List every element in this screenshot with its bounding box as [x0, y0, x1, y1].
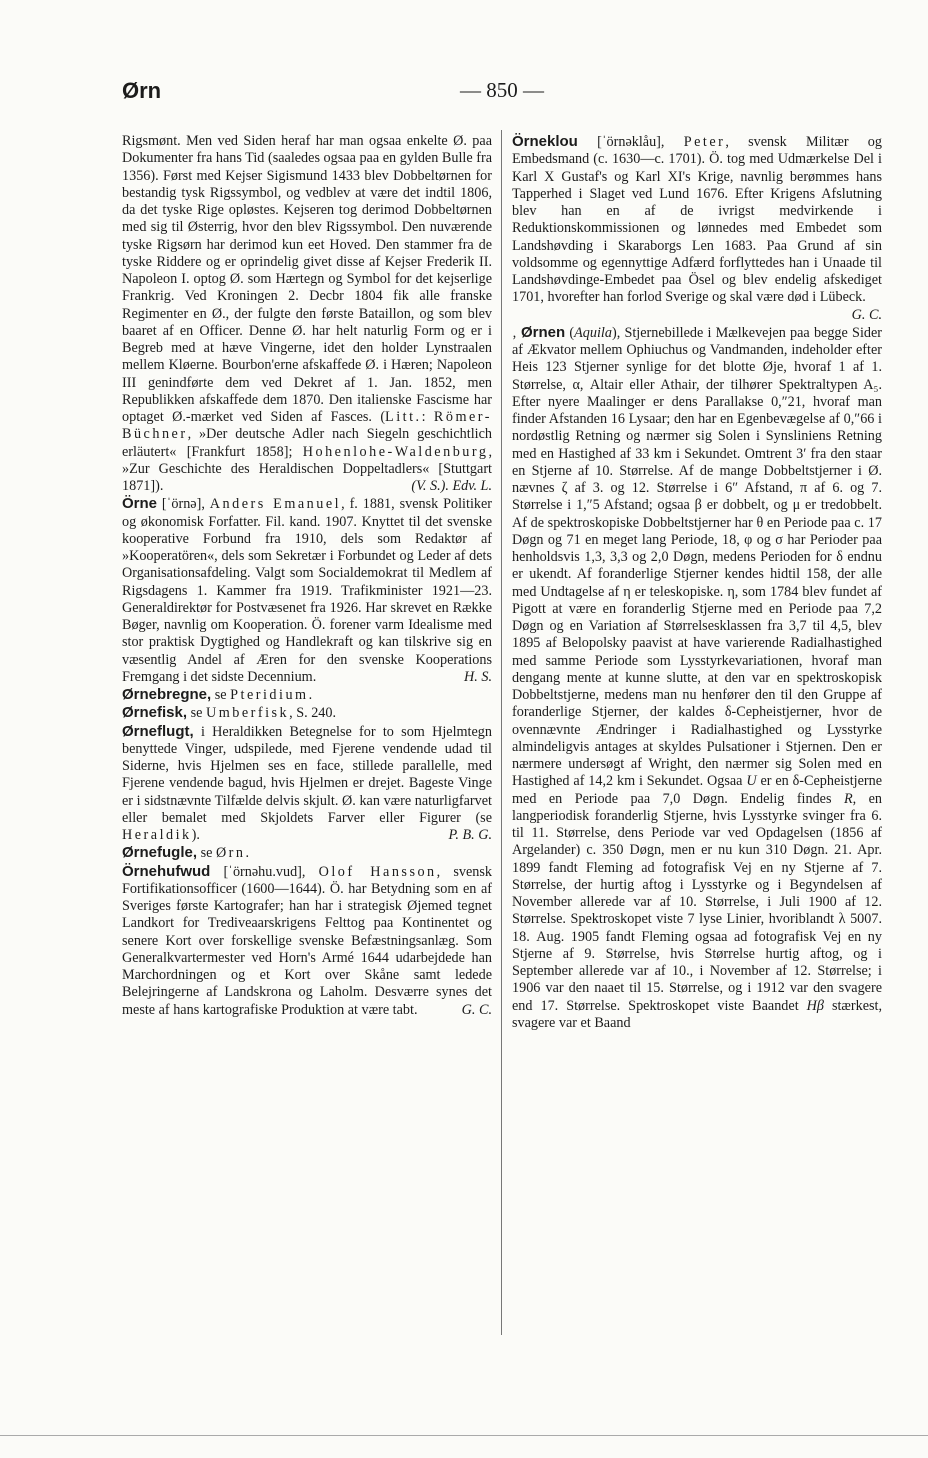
entry-ornefugle: Ørnefugle, se Ørn.	[122, 844, 250, 862]
headword: Örnehufwud	[122, 862, 211, 880]
signature: G. C.	[461, 1001, 492, 1018]
right-column	[512, 133, 882, 1032]
headword: Ørnebregne,	[122, 686, 212, 703]
signature: H. S.	[464, 668, 492, 685]
entry-orne: Örne [ˈörnə], Anders Emanuel, f. 1881, svensk Politiker og økonomisk Forfatter. Fil. kand. 1907. Knyttet til det svenske kooperative Forbund fra 1910, dels som Redaktør af »Kooperatören«, dels som Sekretær i Forbundet og Leder af dets Organisationsafdeling. Valgt som Socialdemokrat til Medlem af Rigsdagens 1. Kammer fra 1919. Trafikminister 1921—23. Generaldirektør for Postvæsenet fra 1926. Har skrevet en Række Bøger, navnlig om Kooperation. Ö. forener varm Idealisme med stor praktisk Dygtighed og Handlekraft og kan tilskrive sig en væsentlig Andel af Æren for den svenske Kooperations Fremgang i det sidste Decennium. H. S.	[122, 495, 492, 685]
headword: Ørnefisk,	[122, 704, 188, 722]
column-divider	[501, 130, 502, 1335]
entry-ornen: ‚ Ørnen (Aquila), Stjernebillede i Mælkevejen paa begge Sider af Ækvator mellem Ophiuchus og Vandmanden, indeholder efter Heis 123 Stjerner synlige for det blotte Øje, hvoraf 1 af 1. Størrelse, α, Altair eller Athair, der tilhører Spektraltypen A₅. Efter nyere Maalinger er dens Parallakse 0,″21, hvoraf man finder Afstanden 16 Lysaar; den har en Egenbevægelse af 0,″66 i nordøstlig Retning og nærmer sig Solen i Synsliniens Retning med en Hastighed af 33 km i Sekundet. Omtrent 3′ fra den staar en Stjerne af 10. Størrelse. Af de mange Dobbeltstjerner i Ø. nævnes ζ af 3. og 12. Størrelse i 6″ Afstand, π af 6. og 7. Størrelse i 1,″5 Afstand; ogsaa β er dobbelt, og μ er tredobbelt. Af de spektroskopiske Dobbeltstjerner har θ en Periode paa c. 17 Døgn og 71 en meget lang Periode, 18, φ og σ har Perioder paa henholdsvis 1,3, 3,3 og 2,0 Døgn, medens Perioden for δ endnu er ukendt. Af foranderlige Stjerner kendes hidtil 158, der alle med Undtagelse af η er teleskopiske. η, som 1784 blev fundet af Pigott at være en foranderlig Stjerne med en Periode paa 7,2 Døgn og en Variation af Størrelsesklassen fra 3,7 til 4,5, blev 1895 af Belopolsky paavist at have varierende Radialhastighed med samme Periode som Lysstyrkevariationen, hvoraf man dengang mente at kunne slutte, at den var en spektroskopisk Dobbeltstjerne, medens man nu henfører den til den Gruppe af foranderlige Stjerner, der kaldes δ-Cepheistjerner, hvor de ovennævnte Ændringer i Radialhastighed og Lysstyrke almindeligvis antages at skyldes Pulsationer i Stjernen. Den er nærmere undersøgt af Wright, den nærmer sig Solen med en Hastighed af 14,2 km i Sekundet. Ogsaa U er en δ-Cepheistjerne med en Periode paa 7,0 Døgn. Endelig findes R, en langperiodisk foranderlig Stjerne, hvis Lysstyrke svinger fra 6. til 11. Størrelse, dens Periode var ved Opdagelsen (1856 af Argelander) c. 350 Døgn, men er nu kun 310 Døgn. 21. Apr. 1899 fandt Fleming ad fotografisk Vej en ny Stjerne af 7. Størrelse, der hurtig aftog i Lysstyrke og i Begyndelsen af November allerede var af 10. Størrelse, i Juli 1900 af 12. Størrelse. Spektroskopet viste 7 lyse Linier, hvoriblandt λ 5007. 18. Aug. 1905 fandt Fleming ogsaa ad fotografisk Vej en ny Stjerne af 9. Størrelse, hvis Størrelse hurtig aftog, og i September allerede var af 10., i November af 12. Størrelse; i 1906 var den naaet til 15. Størrelse, og i 1912 var den svagere end 17. Størrelse. Spektroskopet viste Baandet Hβ stærkest, svagere var et Baand	[512, 323, 883, 1031]
signature: G. C.	[851, 306, 882, 323]
entry-orn-continuation: Rigsmønt. Men ved Siden heraf har man ogsaa enkelte Ø. paa Dokumenter fra hans Tid (saaledes ogsaa paa en gylden Bulle fra 1356). Først med Kejser Sigismund 1433 blev Dobbeltørnen for bestandig tysk Rigssymbol, og vedblev at være det indtil 1806, da det tyske Rige opløstes. Kejseren tog derimod Dobbeltørnen med sig til Østerrig, hvor den blev Rigssymbol. Den nuværende tyske Rigsørn har derimod kun eet Hoved. Den stammer fra de tyske Riddere og er oprindelig givet disse af Kejser Frederik II. Napoleon I. optog Ø. som Hærtegn og Symbol for det kejserlige Frankrig. Ved Kroningen 2. Decbr 1804 fik alle franske Regimenter en Ø., der fulgte den første Bataillon, og som blev baaret af en Officer. Denne Ø. har helt naturlig Form og er i Begreb med at hæve Vingerne, idet den holder Lynstraalen mellem Kløerne. Bourbon'erne afskaffede Ø. i Hæren; Napoleon III genindførte dem ved Dekret af 1. Jan. 1852, men Republikken afskaffede dem 1870. Den italienske Fascisme har optaget Ø.-mærket ved Siden af Fasces. (Litt.: Römer-Büchner, »Der deutsche Adler nach Siegeln geschichtlich erläutert« [Frankfurt 1858]; Hohenlohe-Waldenburg, »Zur Geschichte des Heraldischen Doppeltadlers« [Stuttgart 1871]). (V. S.). Edv. L.	[122, 133, 492, 494]
page-header	[120, 78, 840, 108]
running-head-word: Ørn	[122, 78, 162, 103]
headword: Örneklou	[512, 133, 578, 150]
headword: Ørnefugle,	[122, 844, 198, 862]
left-column	[122, 133, 492, 1019]
signature: P. B. G.	[448, 827, 492, 843]
entry-orneklou: Örneklou [ˈörnəklåu], Peter, svensk Militær og Embedsmand (c. 1630—c. 1701). Ö. tog med Udmærkelse Del i Karl X Gustaf's og Karl XI's Krige, navnlig berømmes hans Tapperhed i Slaget ved Lund 1676. Efter Krigens Afslutning blev han en af de ivrigst medvirkende i Reduktionskommissionen og lønnedes med Embedet som Landshøvding i Skaraborgs Len 1683. Paa Grund af sin voldsomme og egennyttige Adfærd forflyttedes han i Unaade til Landshøvdinge-Embedet paa Ösel og blev endelig afskediget 1701, hvorefter han forlod Sverige og skal være død i Lübeck. G. C.	[512, 133, 882, 323]
headword: Örne	[122, 495, 158, 513]
cross-reference: Umberfisk	[205, 705, 290, 722]
entry-ornebregne: Ørnebregne, se Pteridium.	[122, 686, 313, 703]
page-number: — 850 —	[460, 78, 544, 102]
margin-mark: ‚	[512, 324, 521, 341]
headword: Ørneflugt,	[122, 722, 194, 740]
bottom-edge-line	[0, 1435, 928, 1436]
entry-ornehufwud: Örnehufwud [ˈörnəhu.vud], Olof Hansson, svensk Fortifikationsofficer (1600—1644). Ö. har Betydning som en af Sveriges første Kartografer; han har i strategisk Øjemed tegnet Landkort for Trediveaarskrigens Felttog paa Kontinentet og senere Kort over forskellige svenske Befæstningsanlæg. Som Generalkvartermester ved Horn's Armé 1644 udarbejdede han Marchordningen og et Kort over Skåne samt ledede Belejringerne af Landskrona og Laholm. Desværre synes det meste af hans kartografiske Produktion at være tabt. G. C.	[122, 862, 492, 1018]
cross-reference: Ørn	[215, 845, 246, 862]
cross-reference: Pteridium	[230, 687, 309, 703]
entry-ornefisk: Ørnefisk, se Umberfisk, S. 240.	[122, 704, 337, 722]
signature: (V. S.). Edv. L.	[411, 478, 492, 494]
entry-orneflugt: Ørneflugt, i Heraldikken Betegnelse for to som Hjelmtegn benyttede Vinger, udspilede, med Fjerene vendende udad til Siderne, hvis Hjelmen ses en face, stillede parallelle, med Fjerene vendende bagud, hvis Hjelmen er drejet. Bageste Vinge er i sidstnævnte Tilfælde delvis skjult. Ø. kan være naturligfarvet eller bemalet med Skjoldets Farver eller Figurer (se Heraldik). P. B. G.	[122, 722, 492, 843]
cross-reference: Heraldik	[122, 827, 192, 843]
headword: Ørnen	[520, 323, 566, 341]
